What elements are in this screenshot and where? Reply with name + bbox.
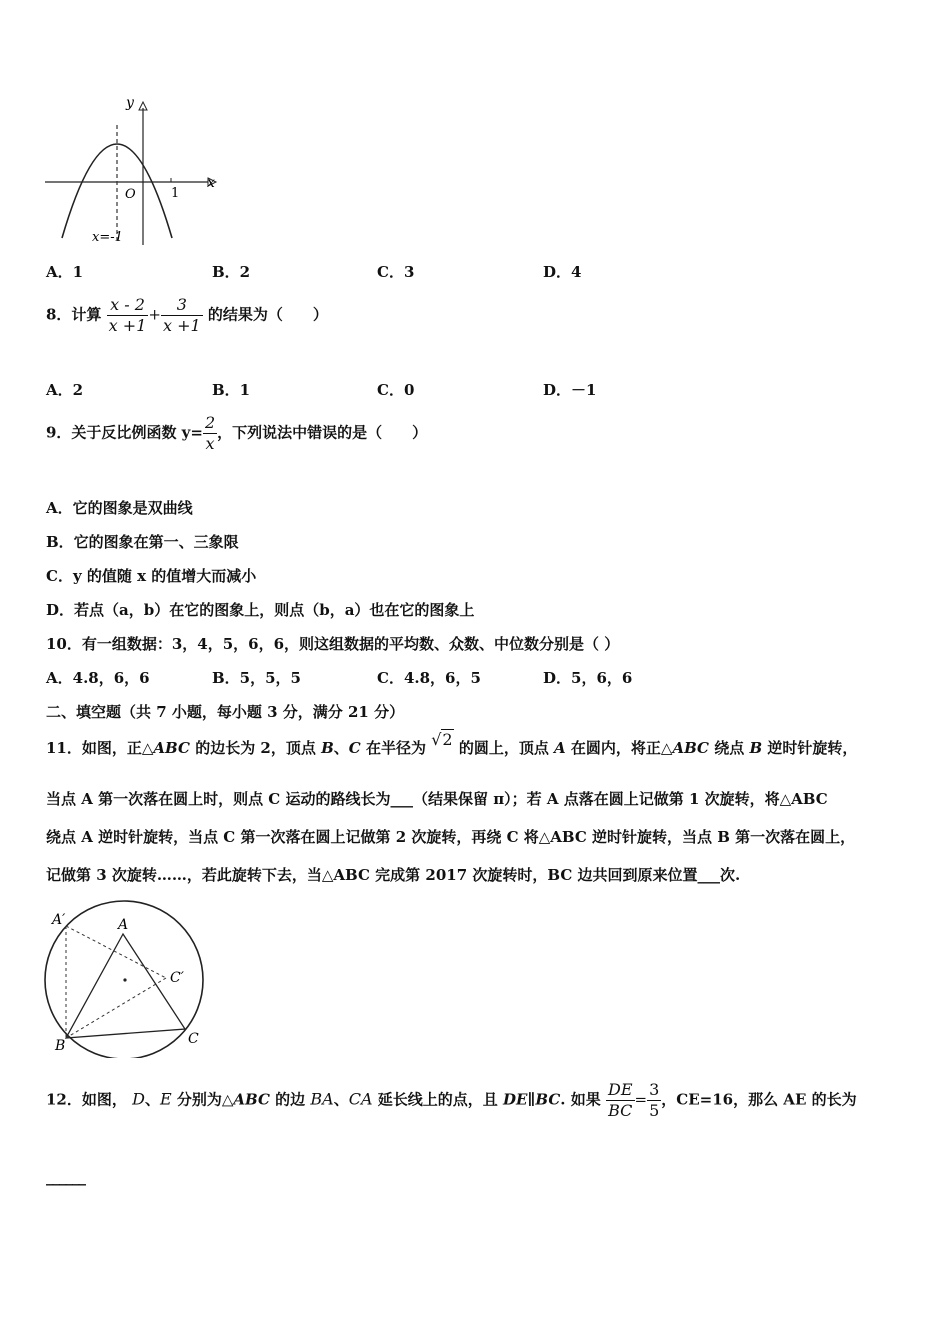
y-label: y (126, 95, 134, 111)
q9-option-a[interactable]: A．它的图象是双曲线 (46, 499, 193, 517)
q12-stem: 12．如图， D、E 分别为△ABC 的边 BA、CA 延长线上的点，且 DE∥BC. 如果 $\frac{DE}{BC}$ = $\frac{3}{5}$ ，CE=16，那么 AE 的长为 (46, 1080, 857, 1120)
label-b: B (55, 1038, 66, 1054)
q9-option-b[interactable]: B．它的图象在第一、三象限 (46, 533, 239, 551)
q9-stem: 9．关于反比例函数 y= $\frac{2}{x}$ ，下列说法中错误的是（ ） (46, 413, 428, 453)
q7-option-c[interactable]: C．3 (377, 263, 415, 281)
q8-option-a[interactable]: A．2 (46, 381, 84, 399)
q9-option-c[interactable]: C．y 的值随 x 的值增大而减小 (46, 567, 257, 585)
one-label: 1 (171, 186, 180, 201)
q11-line-3: 绕点 A 逆时针旋转，当点 C 第一次落在圆上记做第 2 次旋转，再绕 C 将△ABC 逆时针旋转，当点 B 第一次落在圆上， (46, 828, 856, 846)
q7-option-d[interactable]: D．4 (543, 263, 582, 281)
q7-option-b[interactable]: B．2 (212, 263, 251, 281)
triangle-abc (66, 934, 185, 1038)
q8-fraction-1: $\frac{x - 2}{x +1}$ (108, 295, 147, 335)
parabola-graph (40, 90, 230, 250)
center-point (123, 978, 126, 981)
q12-fraction-3-5: $\frac{3}{5}$ (649, 1080, 660, 1120)
label-a: A (118, 917, 129, 933)
q10-stem: 10．有一组数据：3，4，5，6，6，则这组数据的平均数、众数、中位数分别是（ ） (46, 635, 620, 653)
section-heading-fill-in: 二、填空题（共 7 小题，每小题 3 分，满分 21 分） (46, 703, 405, 721)
axis-line-label: x=-1 (92, 230, 123, 245)
q7-option-a[interactable]: A．1 (46, 263, 84, 281)
circle-triangle-figure (40, 898, 220, 1058)
q12-answer-blank[interactable]: ______ (46, 1168, 85, 1186)
q10-option-d[interactable]: D．5，6，6 (543, 669, 633, 687)
label-c-prime: C′ (170, 970, 184, 986)
q9-option-d[interactable]: D．若点（a，b）在它的图象上，则点（b，a）也在它的图象上 (46, 601, 475, 619)
q11-line-2: 当点 A 第一次落在圆上时，则点 C 运动的路线长为___（结果保留 π）；若 A 点落在圆上记做第 1 次旋转，将△ABC (46, 790, 828, 808)
q8-option-b[interactable]: B．1 (212, 381, 251, 399)
q8-fraction-2: $\frac{3}{x +1}$ (162, 295, 201, 335)
q10-option-a[interactable]: A．4.8，6，6 (46, 669, 150, 687)
q11-line-1: 11．如图，正△ABC 的边长为 2，顶点 B、C 在半径为 √2 的圆上，顶点 A 在圆内，将正△ABC 绕点 B 逆时针旋转， (46, 730, 858, 757)
q12-fraction-de-bc: $\frac{DE}{BC}$ (607, 1080, 633, 1120)
q10-option-c[interactable]: C．4.8，6，5 (377, 669, 481, 687)
x-label: x (207, 175, 215, 191)
label-a-prime: A′ (52, 912, 66, 928)
q11-line-4: 记做第 3 次旋转……，若此旋转下去，当△ABC 完成第 2017 次旋转时，BC 边共回到原来位置___次. (46, 866, 741, 884)
label-c: C (188, 1031, 199, 1047)
origin-label: O (125, 187, 136, 202)
sqrt-two: √2 (431, 730, 453, 749)
q8-option-d[interactable]: D．－1 (543, 381, 597, 399)
q9-fraction: $\frac{2}{x}$ (204, 413, 216, 453)
q8-stem: 8．计算 $\frac{x - 2}{x +1}$ + $\frac{3}{x +1}$ 的结果为（ ） (46, 295, 328, 335)
q8-option-c[interactable]: C．0 (377, 381, 415, 399)
q10-option-b[interactable]: B．5，5，5 (212, 669, 301, 687)
